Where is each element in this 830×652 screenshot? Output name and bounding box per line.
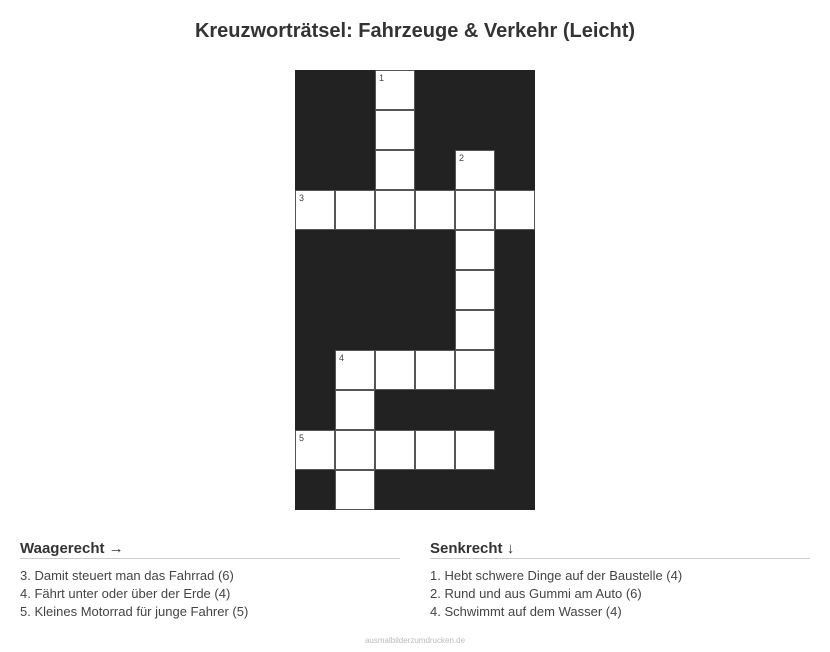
crossword-cell[interactable] (455, 430, 495, 470)
crossword-cell[interactable] (455, 190, 495, 230)
puzzle-title: Kreuzworträtsel: Fahrzeuge & Verkehr (Leicht) (194, 20, 636, 42)
crossword-cell[interactable] (455, 270, 495, 310)
crossword-cell[interactable] (335, 470, 375, 510)
across-clue: 4. Fährt unter oder über der Erde (4) (20, 586, 231, 601)
crossword-cell[interactable] (375, 70, 415, 110)
across-clue: 5. Kleines Motorrad für junge Fahrer (5) (20, 604, 249, 619)
crossword-cell[interactable] (335, 190, 375, 230)
crossword-cell[interactable] (335, 390, 375, 430)
crossword-cell[interactable] (375, 430, 415, 470)
crossword-cell[interactable] (415, 350, 455, 390)
crossword-cell[interactable] (415, 430, 455, 470)
crossword-cell[interactable] (495, 190, 535, 230)
crossword-cell[interactable] (335, 350, 375, 390)
crossword-cell[interactable] (455, 150, 495, 190)
down-clue: 2. Rund und aus Gummi am Auto (6) (430, 586, 642, 601)
clue-number: 5 (299, 433, 305, 443)
crossword-cell[interactable] (455, 310, 495, 350)
crossword-cell[interactable] (415, 190, 455, 230)
crossword-cell[interactable] (295, 430, 335, 470)
down-clues (430, 540, 810, 621)
crossword-cell[interactable] (295, 190, 335, 230)
down-clue: 1. Hebt schwere Dinge auf der Baustelle (4) (430, 568, 683, 583)
crossword-cell[interactable] (455, 230, 495, 270)
crossword-cell[interactable] (375, 150, 415, 190)
across-clues (20, 540, 400, 621)
clue-number: 3 (299, 193, 305, 203)
across-heading: Waagerecht → (20, 540, 400, 559)
crossword-grid (295, 70, 535, 510)
crossword-cell[interactable] (375, 190, 415, 230)
crossword-cell[interactable] (375, 110, 415, 150)
crossword-cell[interactable] (375, 350, 415, 390)
across-clue: 3. Damit steuert man das Fahrrad (6) (20, 568, 234, 583)
clue-number: 4 (339, 353, 345, 363)
footer-source: ausmalbilderzumdrucken.de (364, 636, 466, 645)
crossword-cell[interactable] (335, 430, 375, 470)
clue-number: 2 (459, 153, 465, 163)
crossword-cell[interactable] (455, 350, 495, 390)
down-clue: 4. Schwimmt auf dem Wasser (4) (430, 604, 622, 619)
clue-number: 1 (379, 73, 385, 83)
down-heading: Senkrecht ↓ (430, 540, 810, 559)
